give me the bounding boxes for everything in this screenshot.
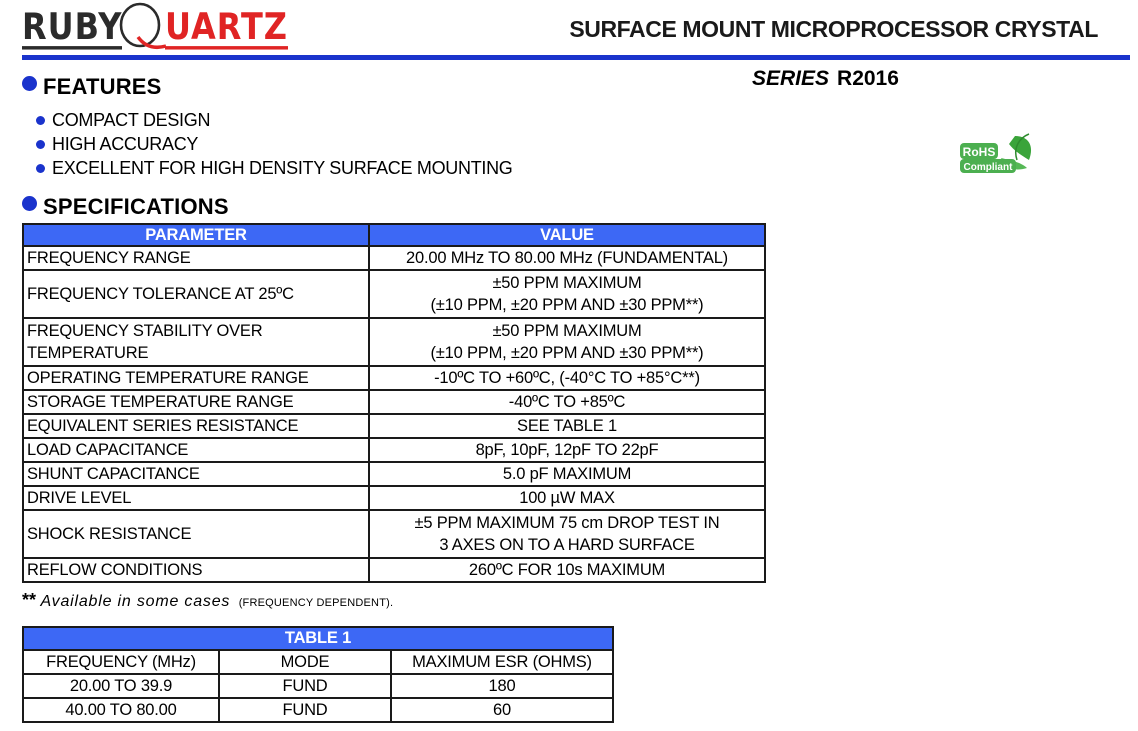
parameter-cell: DRIVE LEVEL [23, 486, 369, 510]
table-row [23, 674, 613, 698]
value-cell [369, 270, 765, 318]
parameter-cell: LOAD CAPACITANCE [23, 438, 369, 462]
value-cell: -40ºC TO +85ºC [369, 390, 765, 414]
table-row [23, 558, 765, 582]
value-cell: 5.0 pF MAXIMUM [369, 462, 765, 486]
logo-q-icon [116, 1, 168, 53]
table-header-row [23, 650, 613, 674]
table-row [23, 246, 765, 270]
footnote-small-text: (FREQUENCY DEPENDENT). [238, 597, 394, 609]
frequency-cell: 20.00 TO 39.9 [23, 674, 219, 698]
series-word: SERIES [752, 67, 830, 90]
value-line: (±10 PPM, ±20 PPM AND ±30 PPM**) [430, 296, 704, 314]
mode-cell: FUND [219, 698, 391, 722]
value-cell [369, 318, 765, 366]
parameter-cell: EQUIVALENT SERIES RESISTANCE [23, 414, 369, 438]
value-line: (±10 PPM, ±20 PPM AND ±30 PPM**) [430, 344, 704, 362]
table-row [23, 318, 765, 366]
frequency-cell: 40.00 TO 80.00 [23, 698, 219, 722]
footnote [22, 590, 393, 611]
bullet-icon [36, 116, 45, 125]
logo-text-quartz: UARTZ [165, 4, 288, 49]
value-cell: 8pF, 10pF, 12pF TO 22pF [369, 438, 765, 462]
value-cell: 260ºC FOR 10s MAXIMUM [369, 558, 765, 582]
rohs-leaf-icon [957, 130, 1037, 178]
value-line: ±5 PPM MAXIMUM 75 cm DROP TEST IN [414, 514, 720, 532]
rohs-line1: RoHS [962, 145, 996, 159]
specifications-heading [22, 194, 229, 220]
table-row [23, 390, 765, 414]
table-row [23, 366, 765, 390]
parameter-cell [23, 318, 369, 366]
table-row [23, 510, 765, 558]
specifications-table [22, 223, 766, 583]
value-line: ±50 PPM MAXIMUM [492, 322, 642, 340]
esr-cell: 180 [391, 674, 613, 698]
column-header-esr: MAXIMUM ESR (OHMS) [391, 650, 613, 674]
table-title: TABLE 1 [23, 627, 613, 650]
features-heading-text: FEATURES [43, 74, 162, 99]
table-row [23, 414, 765, 438]
parameter-line: FREQUENCY STABILITY OVER [27, 322, 263, 340]
mode-cell: FUND [219, 674, 391, 698]
features-heading [22, 74, 162, 100]
column-header-parameter: PARAMETER [23, 224, 369, 246]
feature-text: HIGH ACCURACY [52, 133, 199, 154]
parameter-cell: SHOCK RESISTANCE [23, 510, 369, 558]
table-row [23, 438, 765, 462]
parameter-cell: SHUNT CAPACITANCE [23, 462, 369, 486]
bullet-icon [22, 76, 37, 91]
value-cell: -10ºC TO +60ºC, (-40°C TO +85°C**) [369, 366, 765, 390]
value-line: 3 AXES ON TO A HARD SURFACE [439, 536, 695, 554]
list-item [36, 132, 513, 156]
parameter-cell: STORAGE TEMPERATURE RANGE [23, 390, 369, 414]
company-logo [22, 0, 288, 52]
parameter-line: TEMPERATURE [27, 344, 149, 362]
list-item [36, 108, 513, 132]
column-header-mode: MODE [219, 650, 391, 674]
logo-text-ruby: RUBY [22, 4, 123, 49]
column-header-frequency: FREQUENCY (MHz) [23, 650, 219, 674]
series-model: R2016 [837, 67, 899, 90]
bullet-icon [22, 196, 37, 211]
features-list [36, 108, 513, 180]
table-row [23, 486, 765, 510]
series-label [752, 67, 899, 91]
value-cell: 20.00 MHz TO 80.00 MHz (FUNDAMENTAL) [369, 246, 765, 270]
footnote-text: Available in some cases [40, 593, 231, 610]
parameter-cell: REFLOW CONDITIONS [23, 558, 369, 582]
parameter-cell: FREQUENCY RANGE [23, 246, 369, 270]
list-item [36, 156, 513, 180]
feature-text: COMPACT DESIGN [52, 109, 211, 130]
parameter-cell: FREQUENCY TOLERANCE AT 25ºC [23, 270, 369, 318]
esr-cell: 60 [391, 698, 613, 722]
value-cell: SEE TABLE 1 [369, 414, 765, 438]
rohs-line2: Compliant [963, 162, 1013, 173]
bullet-icon [36, 164, 45, 173]
column-header-value: VALUE [369, 224, 765, 246]
esr-table [22, 626, 614, 723]
footnote-stars: ** [22, 590, 37, 610]
table-row [23, 698, 613, 722]
header-divider [22, 55, 1130, 60]
value-cell [369, 510, 765, 558]
value-line: ±50 PPM MAXIMUM [492, 274, 642, 292]
specifications-heading-text: SPECIFICATIONS [43, 194, 229, 219]
parameter-cell: OPERATING TEMPERATURE RANGE [23, 366, 369, 390]
bullet-icon [36, 140, 45, 149]
feature-text: EXCELLENT FOR HIGH DENSITY SURFACE MOUNTING [52, 157, 513, 178]
value-cell: 100 µW MAX [369, 486, 765, 510]
document-title: SURFACE MOUNT MICROPROCESSOR CRYSTAL [569, 16, 1098, 42]
table-row [23, 462, 765, 486]
table-row [23, 270, 765, 318]
